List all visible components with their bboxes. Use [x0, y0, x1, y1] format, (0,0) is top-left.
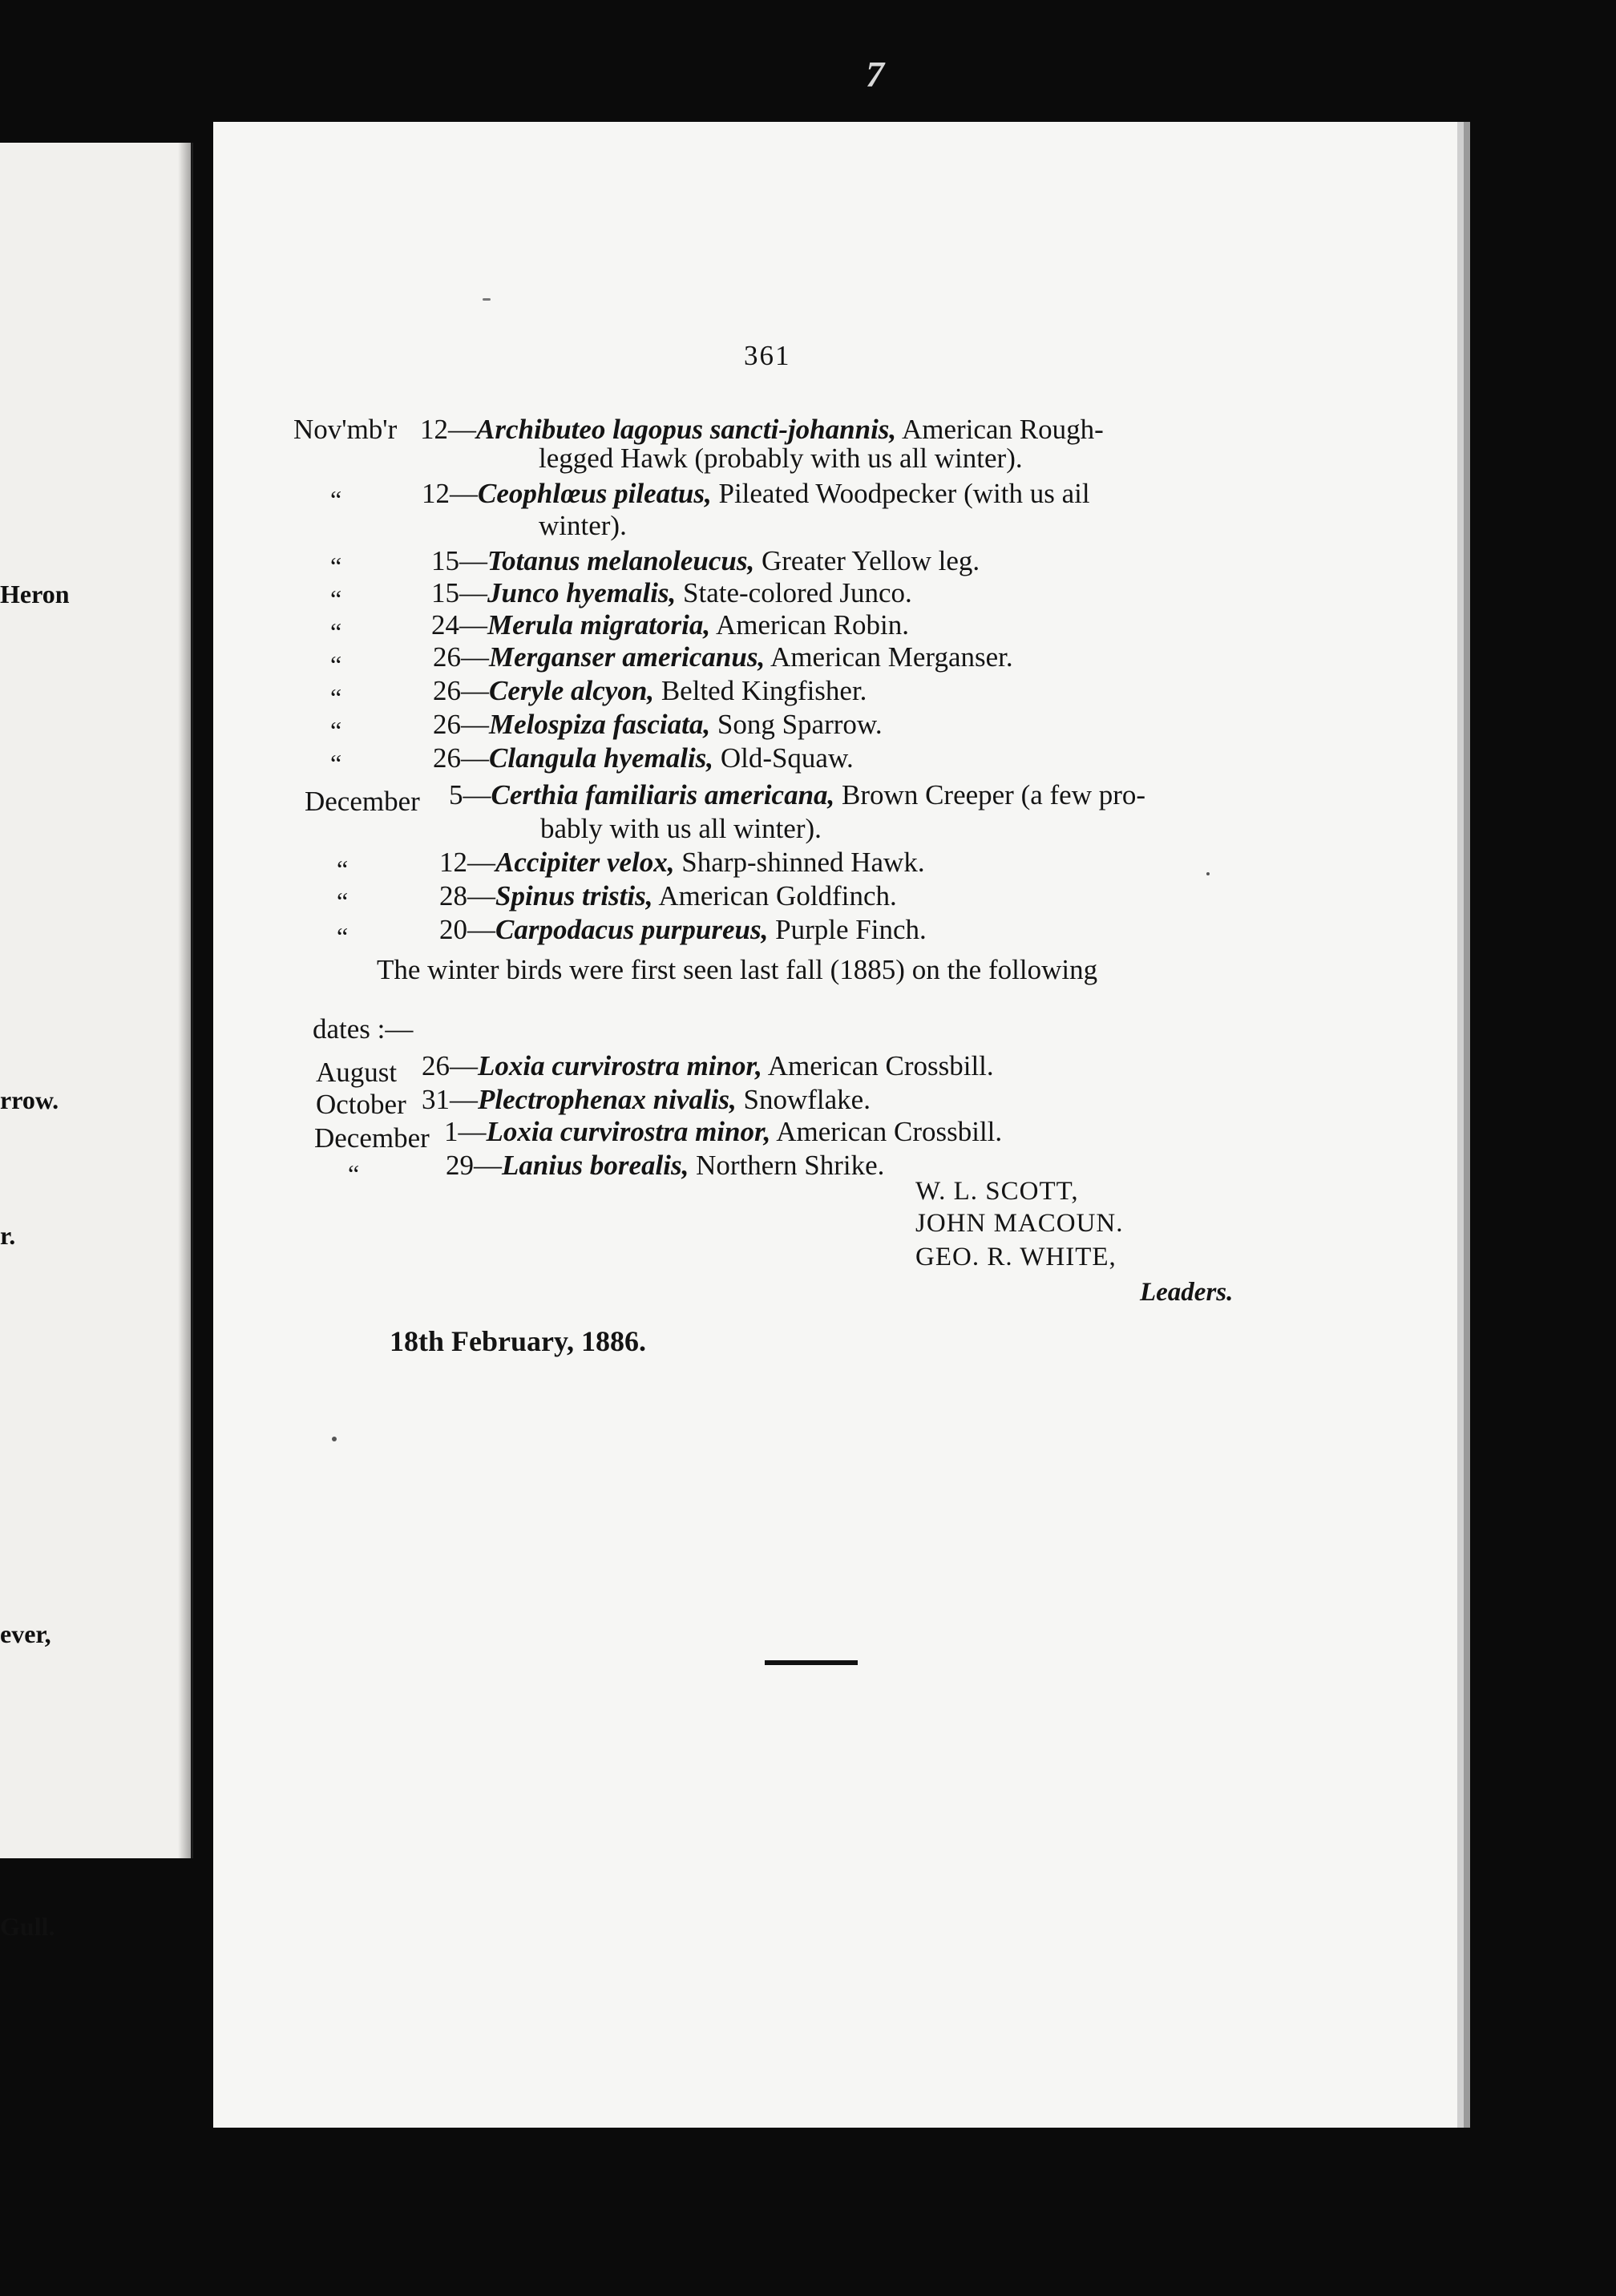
ditto-mark: “	[330, 749, 342, 778]
entry-day: 26	[433, 675, 461, 706]
ditto-mark: “	[348, 1159, 360, 1188]
left-fragment: ever,	[0, 1619, 51, 1648]
entry-latin-name: Accipiter velox,	[495, 847, 675, 878]
entry-latin-name: Totanus melanoleucus,	[487, 545, 755, 576]
left-fragment: Heron	[0, 580, 70, 608]
entry-common-name: Snowflake.	[743, 1084, 871, 1115]
entry-line: 26—Merganser americanus, American Merganser.	[433, 641, 1013, 673]
entry-line: 20—Carpodacus purpureus, Purple Finch.	[439, 914, 927, 945]
entry-common-name: American Rough-	[902, 414, 1104, 445]
ditto-mark: “	[337, 922, 349, 951]
signatories-role: Leaders.	[1140, 1278, 1234, 1307]
ditto-mark: “	[330, 650, 342, 679]
entry-latin-name: Junco hyemalis,	[487, 577, 677, 608]
entry-day: 29	[446, 1150, 474, 1181]
entry-latin-name: Lanius borealis,	[502, 1150, 689, 1181]
entry-common-name: Brown Creeper (a few pro-	[842, 779, 1146, 810]
entry-common-name: Belted Kingfisher.	[661, 675, 867, 706]
ditto-mark: “	[337, 855, 349, 883]
entry-line: 1—Loxia curvirostra minor, American Crossbill.	[444, 1116, 1003, 1147]
entry-latin-name: Certhia familiaris americana,	[491, 779, 835, 810]
entry-line: 12—Archibuteo lagopus sancti-johannis, American Rough-	[420, 414, 1104, 445]
entry-day: 12	[439, 847, 467, 878]
entry-day: 12	[420, 414, 448, 445]
left-page-fragment	[0, 143, 193, 1941]
entry-latin-name: Merganser americanus,	[489, 641, 766, 673]
entry-day: 12	[422, 478, 450, 509]
intro-paragraph-line: dates :—	[313, 1013, 414, 1045]
intro-paragraph-line: The winter birds were first seen last fall (1885) on the following	[377, 954, 1098, 985]
entry-continuation: bably with us all winter).	[540, 813, 822, 844]
entry-common-name: Old-Squaw.	[720, 742, 854, 774]
entry-month: August	[316, 1057, 398, 1088]
book-spine-shadow	[178, 143, 192, 1858]
entry-day: 1	[444, 1116, 459, 1147]
print-speck	[332, 1437, 337, 1441]
entry-common-name: American Merganser.	[770, 641, 1013, 673]
ditto-mark: “	[330, 552, 342, 580]
entry-day: 15	[431, 577, 459, 608]
entry-month: December	[314, 1122, 430, 1154]
left-fragment: Gull.	[0, 1912, 55, 1941]
document-date: 18th February, 1886.	[390, 1325, 646, 1357]
page-number: 361	[744, 340, 791, 371]
entry-latin-name: Carpodacus purpureus,	[495, 914, 769, 945]
entry-common-name: Pileated Woodpecker (with us ail	[718, 478, 1090, 509]
entry-day: 26	[433, 742, 461, 774]
entry-latin-name: Loxia curvirostra minor,	[486, 1116, 771, 1147]
entry-line: 26—Clangula hyemalis, Old-Squaw.	[433, 742, 854, 774]
entry-line: 12—Ceophlœus pileatus, Pileated Woodpecker (with us ail	[422, 478, 1090, 509]
entry-latin-name: Plectrophenax nivalis,	[478, 1084, 737, 1115]
entry-line: 28—Spinus tristis, American Goldfinch.	[439, 880, 897, 912]
entry-common-name: American Goldfinch.	[658, 880, 897, 912]
entry-common-name: State-colored Junco.	[683, 577, 912, 608]
entry-common-name: Sharp-shinned Hawk.	[681, 847, 925, 878]
entry-common-name: American Crossbill.	[776, 1116, 1003, 1147]
entry-day: 24	[431, 609, 459, 641]
entry-day: 15	[431, 545, 459, 576]
entry-month: Nov'mb'r	[293, 414, 398, 445]
entry-day: 31	[422, 1084, 450, 1115]
corner-mark: 7	[866, 54, 884, 95]
entry-line: 15—Junco hyemalis, State-colored Junco.	[431, 577, 912, 608]
entry-common-name: Purple Finch.	[775, 914, 927, 945]
left-fragment: r.	[0, 1221, 16, 1250]
entry-line: 12—Accipiter velox, Sharp-shinned Hawk.	[439, 847, 925, 878]
entry-line: 26—Ceryle alcyon, Belted Kingfisher.	[433, 675, 867, 706]
entry-latin-name: Merula migratoria,	[487, 609, 711, 641]
ditto-mark: “	[330, 485, 342, 514]
ditto-mark: “	[330, 716, 342, 745]
ditto-mark: “	[330, 617, 342, 646]
entry-common-name: Greater Yellow leg.	[762, 545, 980, 576]
entry-common-name: American Robin.	[715, 609, 909, 641]
print-speck	[1206, 872, 1210, 875]
entry-line: 31—Plectrophenax nivalis, Snowflake.	[422, 1084, 871, 1115]
left-fragment: rrow.	[0, 1085, 59, 1114]
entry-day: 28	[439, 880, 467, 912]
entry-line: 26—Melospiza fasciata, Song Sparrow.	[433, 709, 883, 740]
entry-line: 29—Lanius borealis, Northern Shrike.	[446, 1150, 885, 1181]
entry-latin-name: Ceryle alcyon,	[489, 675, 655, 706]
entry-month: October	[316, 1089, 406, 1120]
entry-line: 26—Loxia curvirostra minor, American Crossbill.	[422, 1050, 994, 1081]
entry-latin-name: Archibuteo lagopus sancti-johannis,	[476, 414, 897, 445]
ditto-mark: “	[337, 887, 349, 916]
entry-latin-name: Clangula hyemalis,	[489, 742, 714, 774]
entry-latin-name: Spinus tristis,	[495, 880, 653, 912]
entry-continuation: legged Hawk (probably with us all winter).	[539, 443, 1023, 474]
entry-day: 20	[439, 914, 467, 945]
entry-day: 26	[422, 1050, 450, 1081]
entry-continuation: winter).	[539, 510, 627, 541]
entry-line: 5—Certhia familiaris americana, Brown Creeper (a few pro-	[449, 779, 1146, 810]
entry-month: December	[305, 786, 420, 817]
signatory-name: W. L. SCOTT,	[915, 1177, 1079, 1206]
ditto-mark: “	[330, 683, 342, 712]
signatory-name: GEO. R. WHITE,	[915, 1243, 1117, 1271]
print-speck	[483, 298, 491, 301]
ditto-mark: “	[330, 584, 342, 613]
entry-latin-name: Melospiza fasciata,	[489, 709, 711, 740]
entry-day: 5	[449, 779, 463, 810]
entry-common-name: Song Sparrow.	[717, 709, 883, 740]
entry-common-name: Northern Shrike.	[696, 1150, 885, 1181]
entry-line: 24—Merula migratoria, American Robin.	[431, 609, 909, 641]
entry-latin-name: Loxia curvirostra minor,	[478, 1050, 762, 1081]
entry-common-name: American Crossbill.	[767, 1050, 994, 1081]
entry-day: 26	[433, 641, 461, 673]
entry-day: 26	[433, 709, 461, 740]
entry-line: 15—Totanus melanoleucus, Greater Yellow leg.	[431, 545, 980, 576]
signatory-name: JOHN MACOUN.	[915, 1209, 1124, 1238]
horizontal-rule	[765, 1660, 858, 1665]
entry-latin-name: Ceophlœus pileatus,	[478, 478, 712, 509]
